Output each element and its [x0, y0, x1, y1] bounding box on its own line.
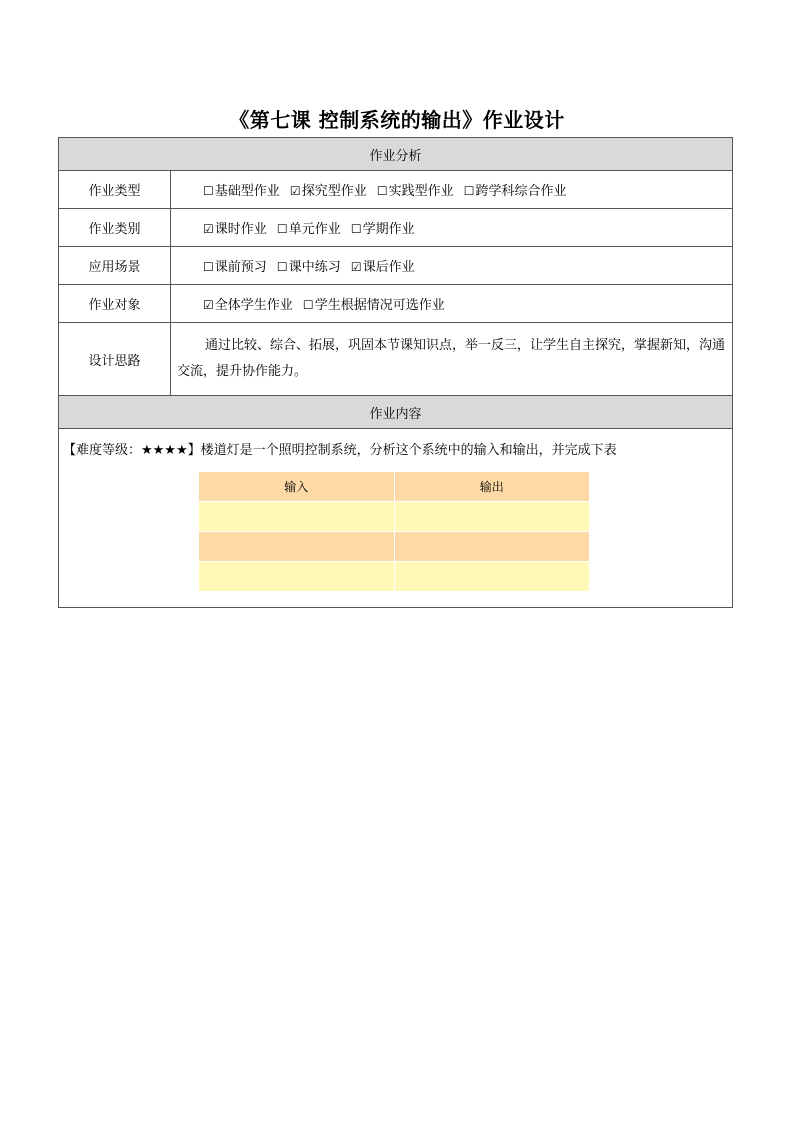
scenario-row — [59, 247, 733, 285]
idea-text: 通过比较、综合、拓展，巩固本节课知识点，举一反三，让学生自主探究，掌握新知，沟通交流，提升协作能力。 — [171, 323, 733, 396]
content-header: 作业内容 — [59, 396, 733, 429]
checkbox-icon: ☐ — [350, 222, 362, 236]
table-row — [199, 562, 590, 592]
option-inquiry[interactable]: ☑探究型作业 — [289, 184, 367, 199]
category-label: 作业类别 — [59, 209, 171, 247]
task-text: 楼道灯是一个照明控制系统，分析这个系统中的输入和输出，并完成下表 — [200, 443, 617, 458]
difficulty-label: 【难度等级：★★★★】 — [63, 443, 201, 458]
target-label: 作业对象 — [59, 285, 171, 323]
option-practice[interactable]: ☐实践型作业 — [376, 184, 454, 199]
io-table — [198, 471, 590, 592]
checkbox-icon: ☐ — [203, 184, 214, 198]
output-cell[interactable] — [394, 532, 590, 562]
option-optional[interactable]: ☐学生根据情况可选作业 — [302, 298, 445, 313]
checkbox-icon: ☑ — [350, 260, 362, 274]
type-label: 作业类型 — [59, 171, 171, 209]
scenario-options — [171, 247, 733, 285]
option-in-class[interactable]: ☐课中练习 — [276, 260, 341, 275]
target-row — [59, 285, 733, 323]
homework-table — [58, 137, 733, 608]
idea-row — [59, 323, 733, 396]
option-lesson[interactable]: ☑课时作业 — [203, 222, 267, 237]
option-all-students[interactable]: ☑全体学生作业 — [203, 298, 293, 313]
option-unit[interactable]: ☐单元作业 — [276, 222, 341, 237]
checkbox-icon: ☐ — [302, 298, 314, 312]
checkbox-icon: ☑ — [289, 184, 301, 198]
type-row — [59, 171, 733, 209]
output-cell[interactable] — [394, 502, 590, 532]
option-after-class[interactable]: ☑课后作业 — [350, 260, 415, 275]
input-cell[interactable] — [199, 502, 395, 532]
analysis-header: 作业分析 — [59, 138, 733, 171]
table-row — [199, 502, 590, 532]
io-header-output: 输出 — [394, 472, 590, 502]
scenario-label: 应用场景 — [59, 247, 171, 285]
checkbox-icon: ☐ — [203, 260, 214, 274]
option-cross-discipline[interactable]: ☐跨学科综合作业 — [463, 184, 567, 199]
checkbox-icon: ☐ — [276, 222, 288, 236]
page-title: 《第七课 控制系统的输出》作业设计 — [229, 108, 565, 132]
option-preview[interactable]: ☐课前预习 — [203, 260, 267, 275]
input-cell[interactable] — [199, 562, 395, 592]
checkbox-icon: ☑ — [203, 298, 214, 312]
option-term[interactable]: ☐学期作业 — [350, 222, 415, 237]
checkbox-icon: ☐ — [463, 184, 475, 198]
checkbox-icon: ☐ — [376, 184, 388, 198]
category-row — [59, 209, 733, 247]
content-area — [59, 429, 733, 608]
type-options — [171, 171, 733, 209]
checkbox-icon: ☑ — [203, 222, 214, 236]
checkbox-icon: ☐ — [276, 260, 288, 274]
target-options — [171, 285, 733, 323]
option-basic[interactable]: ☐基础型作业 — [203, 184, 280, 199]
io-header-input: 输入 — [199, 472, 395, 502]
idea-label: 设计思路 — [59, 323, 171, 396]
output-cell[interactable] — [394, 562, 590, 592]
category-options — [171, 209, 733, 247]
task-description — [63, 439, 617, 458]
input-cell[interactable] — [199, 532, 395, 562]
table-row — [199, 532, 590, 562]
